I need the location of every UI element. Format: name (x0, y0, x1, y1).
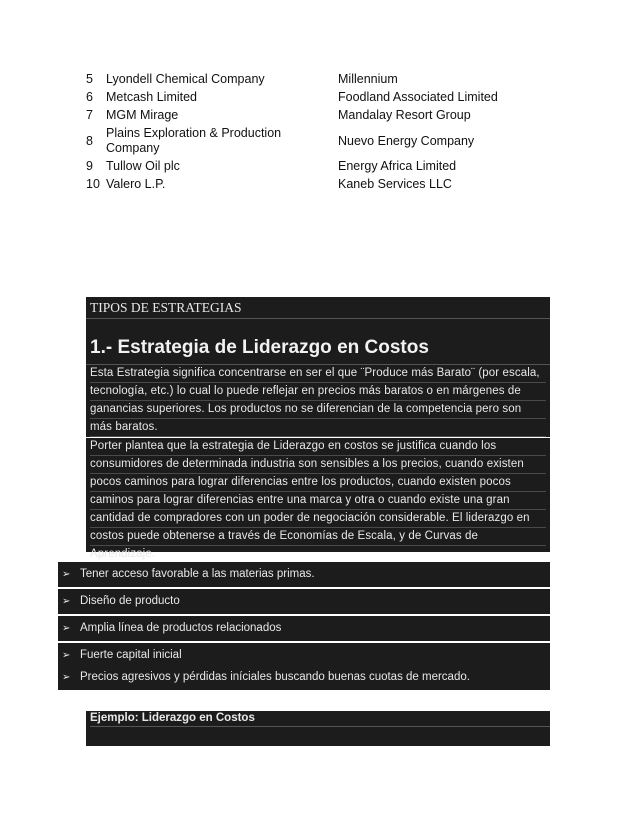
strategy-definition-paragraph (86, 365, 550, 437)
acquirer-name: MGM Mirage (106, 108, 179, 122)
merger-row (86, 159, 526, 174)
mergers-table (86, 72, 526, 195)
bullet-text: Fuerte capital inicial (80, 649, 182, 661)
paragraph-line: Esta Estrategia significa concentrarse en ser el que ¨Produce más Barato¨ (por escala, (90, 365, 546, 383)
merger-row (86, 177, 526, 192)
merger-row (86, 90, 526, 105)
arrow-bullet-icon: ➢ (62, 650, 71, 661)
paragraph-line: caminos para lograr diferencias entre una marca y otra o cuando existe una gran (90, 492, 546, 510)
target-name: Foodland Associated Limited (338, 90, 498, 104)
merger-row (86, 108, 526, 123)
strategy-heading: 1.- Estrategia de Liderazgo en Costos (86, 319, 550, 365)
paragraph-line: Aprendizaje. (90, 546, 546, 564)
bullet-item (58, 665, 550, 690)
acquirer-name: Lyondell Chemical Company (106, 72, 265, 86)
bullet-text: Amplia línea de productos relacionados (80, 622, 282, 634)
row-number: 5 (86, 72, 93, 86)
arrow-bullet-icon: ➢ (62, 569, 71, 580)
paragraph-line: más baratos. (90, 419, 546, 437)
section-title: TIPOS DE ESTRATEGIAS (86, 297, 550, 319)
target-name: Millennium (338, 72, 398, 86)
acquirer-name: Tullow Oil plc (106, 159, 180, 173)
bullet-text: Precios agresivos y pérdidas iníciales buscando buenas cuotas de mercado. (80, 671, 470, 683)
paragraph-line: consumidores de determinada industria son sensibles a los precios, cuando existen (90, 456, 546, 474)
arrow-bullet-icon: ➢ (62, 623, 71, 634)
bullet-item (58, 589, 550, 614)
paragraph-line: costos puede obtenerse a través de Economías de Escala, y de Curvas de (90, 528, 546, 546)
target-name: Nuevo Energy Company (338, 134, 475, 148)
acquirer-name: Metcash Limited (106, 90, 198, 104)
row-number: 8 (86, 134, 93, 148)
target-name: Mandalay Resort Group (338, 108, 471, 122)
target-name: Kaneb Services LLC (338, 177, 452, 191)
arrow-bullet-icon: ➢ (62, 596, 71, 607)
paragraph-line: Porter plantea que la estrategia de Liderazgo en costos se justifica cuando los (90, 438, 546, 456)
target-name: Energy Africa Limited (338, 159, 457, 173)
paragraph-line: ganancias superiores. Los productos no se diferencian de la competencia pero son (90, 401, 546, 419)
bullet-item (58, 562, 550, 587)
row-number: 10 (86, 177, 100, 191)
paragraph-line: cantidad de compradores con un poder de negociación considerable. El liderazgo en (90, 510, 546, 528)
bullet-text: Diseño de producto (80, 595, 180, 607)
row-number: 6 (86, 90, 93, 104)
merger-row (86, 126, 526, 156)
acquirer-name: Plains Exploration & Production Company (106, 126, 282, 155)
example-divider (90, 726, 550, 745)
bullet-item (58, 616, 550, 641)
row-number: 9 (86, 159, 93, 173)
paragraph-line: tecnología, etc.) lo cual lo puede reflejar en precios más baratos o en márgenes de (90, 383, 546, 401)
example-box (86, 711, 550, 746)
arrow-bullet-icon: ➢ (62, 672, 71, 683)
acquirer-name: Valero L.P. (106, 177, 166, 191)
example-title: Ejemplo: Liderazgo en Costos (90, 712, 255, 724)
merger-row (86, 72, 526, 87)
bullet-text: Tener acceso favorable a las materias primas. (80, 568, 315, 580)
porter-paragraph (86, 438, 550, 560)
row-number: 7 (86, 108, 93, 122)
paragraph-line: pocos caminos para lograr diferencias entre los productos, cuando existen pocos (90, 474, 546, 492)
